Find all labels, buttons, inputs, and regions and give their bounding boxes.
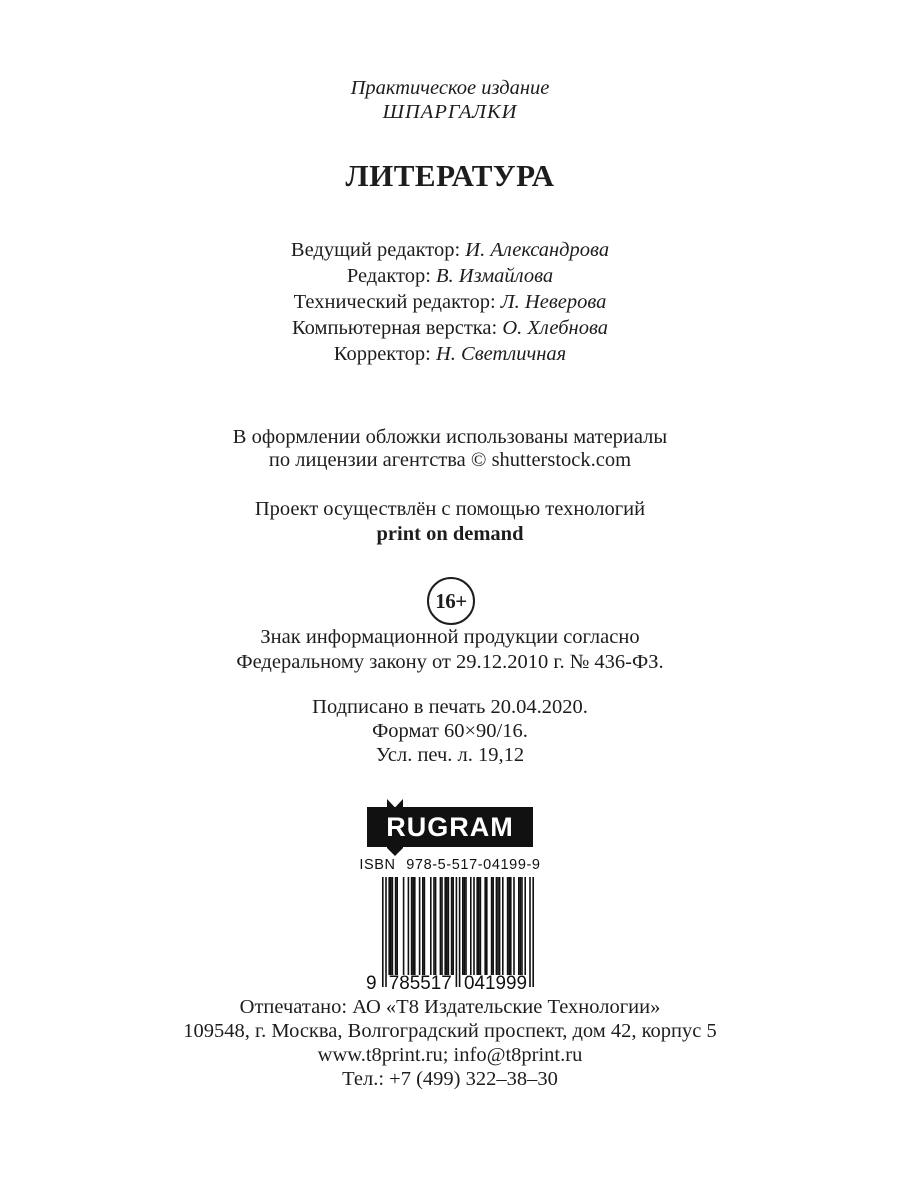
staff-line: [0, 315, 900, 341]
staff-role: Ведущий редактор:: [290, 239, 461, 261]
printer-contacts: www.t8print.ru; info@t8print.ru: [317, 1044, 583, 1066]
age-rating-badge: 16+: [427, 577, 475, 625]
staff-line: [0, 341, 900, 367]
conventional-sheets: Усл. печ. л. 19,12: [375, 744, 525, 766]
ean13-barcode: [366, 877, 534, 991]
print-on-demand-label: print on demand: [376, 523, 524, 545]
staff-line: [0, 263, 900, 289]
printer-phone: Тел.: +7 (499) 322–38–30: [342, 1068, 558, 1090]
print-run-info: [0, 695, 900, 767]
staff-list: [0, 237, 900, 367]
format: Формат 60×90/16.: [372, 720, 528, 742]
isbn-number: ISBN 978-5-517-04199-9: [359, 857, 541, 873]
edition-info: [0, 76, 900, 124]
age-rating-law-note: Знак информационной продукции согласно Федеральному закону от 29.12.2010 г. № 436-ФЗ.: [236, 626, 664, 673]
print-on-demand-note: Проект осуществлён с помощью технологий print on demand: [0, 497, 900, 547]
staff-person: Л. Неверова: [500, 291, 607, 313]
staff-person: И. Александрова: [465, 239, 610, 261]
rugram-logo-text: RUGRAM: [386, 811, 514, 842]
staff-role: Корректор:: [333, 343, 431, 365]
staff-person: О. Хлебнова: [502, 317, 608, 339]
signed-to-print: Подписано в печать 20.04.2020.: [312, 696, 588, 718]
staff-person: Н. Светличная: [436, 343, 567, 365]
staff-line: [0, 237, 900, 263]
staff-role: Компьютерная верстка:: [292, 317, 498, 339]
book-title: ЛИТЕРАТУРА: [345, 158, 555, 193]
printer-address: 109548, г. Москва, Волгоградский проспект, дом 42, корпус 5: [183, 1020, 717, 1042]
rugram-logo: [367, 807, 533, 847]
printer-name: Отпечатано: АО «Т8 Издательские Технологии»: [239, 996, 661, 1018]
staff-role: Технический редактор:: [293, 291, 496, 313]
cover-materials-note: В оформлении обложки использованы материалы по лицензии агентства © shutterstock.com: [232, 426, 668, 471]
staff-line: [0, 289, 900, 315]
staff-person: В. Измайлова: [436, 265, 554, 287]
edition-type: Практическое издание: [350, 77, 550, 99]
svg-text:041999: 041999: [464, 973, 527, 991]
printer-info: [0, 995, 900, 1091]
svg-text:9: 9: [366, 973, 377, 991]
series-name: ШПАРГАЛКИ: [382, 101, 518, 123]
staff-role: Редактор:: [346, 265, 431, 287]
svg-text:785517: 785517: [388, 973, 452, 991]
